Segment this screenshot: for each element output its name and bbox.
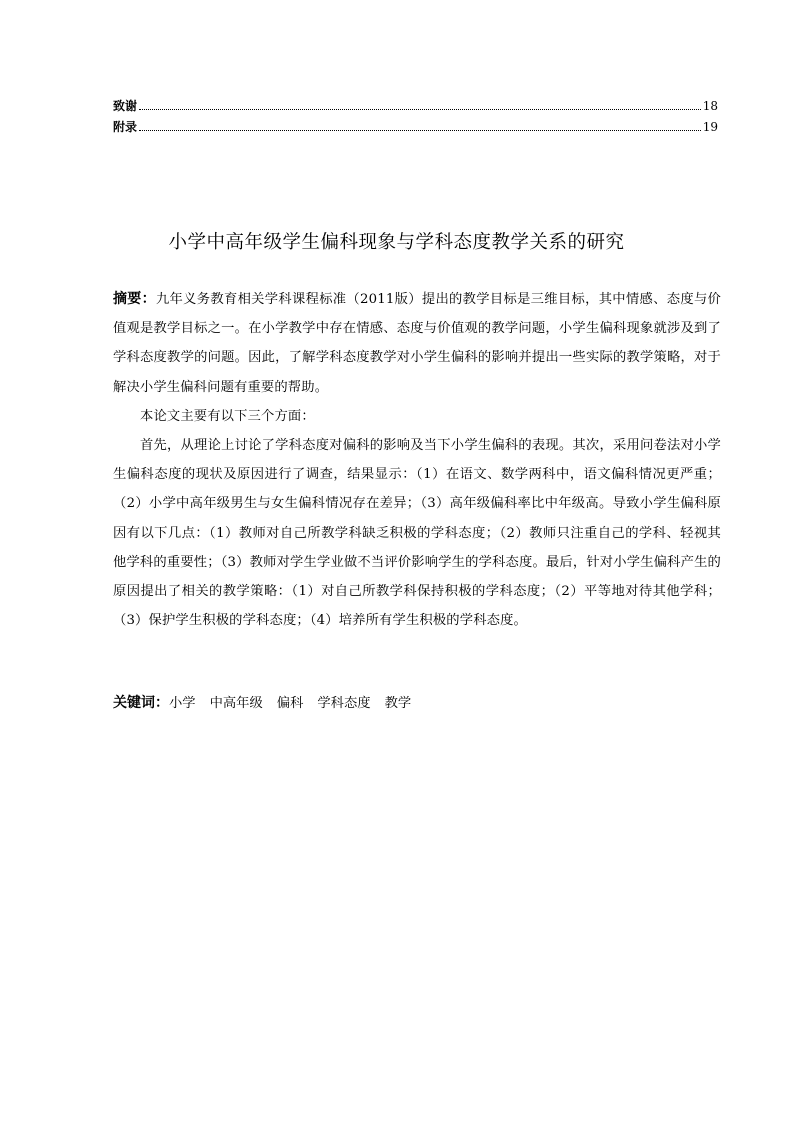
- toc-entry-page: 18: [702, 99, 718, 113]
- toc-dot-leader: [139, 129, 701, 131]
- abstract-label: 摘要：: [113, 291, 156, 307]
- toc-entry[interactable]: [113, 96, 718, 117]
- keywords-line: [113, 690, 425, 717]
- abstract-paragraph: 首先，从理论上讨论了学科态度对偏科的影响及当下小学生偏科的表现。其次，采用问卷法对小学生偏科态度的现状及原因进行了调查，结果显示：（1）在语文、数学两科中，语文偏科情况更严重；（2）小学中高年级男生与女生偏科情况存在差异；（3）高年级偏科率比中年级高。导致小学生偏科原因有以下几点：（1）教师对自己所教学科缺乏积极的学科态度；（2）教师只注重自己的学科、轻视其他学科的重要性；（3）教师对学生学业做不当评价影响学生的学科态度。最后，针对小学生偏科产生的原因提出了相关的教学策略：（1）对自己所教学科保持积极的学科态度；（2）平等地对待其他学科；（3）保护学生积极的学科态度；（4）培养所有学生积极的学科态度。: [113, 438, 721, 629]
- keyword: 教学: [384, 696, 412, 711]
- abstract-paragraph: 本论文主要有以下三个方面：: [140, 408, 315, 424]
- toc-entry[interactable]: [113, 117, 718, 138]
- toc-dot-leader: [139, 108, 701, 110]
- toc-entry-label: 致谢: [113, 99, 138, 113]
- toc-entry-label: 附录: [113, 120, 138, 134]
- keywords-label: 关键词：: [113, 695, 169, 711]
- table-of-contents: [113, 96, 718, 138]
- abstract-paragraph: [113, 285, 721, 402]
- abstract-section: [113, 285, 721, 635]
- keyword: 偏科: [276, 696, 304, 711]
- keyword: 学科态度: [317, 696, 371, 711]
- toc-entry-page: 19: [702, 120, 718, 134]
- keyword: 小学: [169, 696, 196, 711]
- abstract-text: 九年义务教育相关学科课程标准（2011版）提出的教学目标是三维目标，其中情感、态度与价值观是教学目标之一。在小学教学中存在情感、态度与价值观的教学问题，小学生偏科现象就涉及到了学科态度教学的问题。因此，了解学科态度教学对小学生偏科的影响并提出一些实际的教学策略，对于解决小学生偏科问题有重要的帮助。: [113, 292, 721, 395]
- paper-title: 小学中高年级学生偏科现象与学科态度教学关系的研究: [168, 232, 625, 253]
- keyword: 中高年级: [209, 696, 263, 711]
